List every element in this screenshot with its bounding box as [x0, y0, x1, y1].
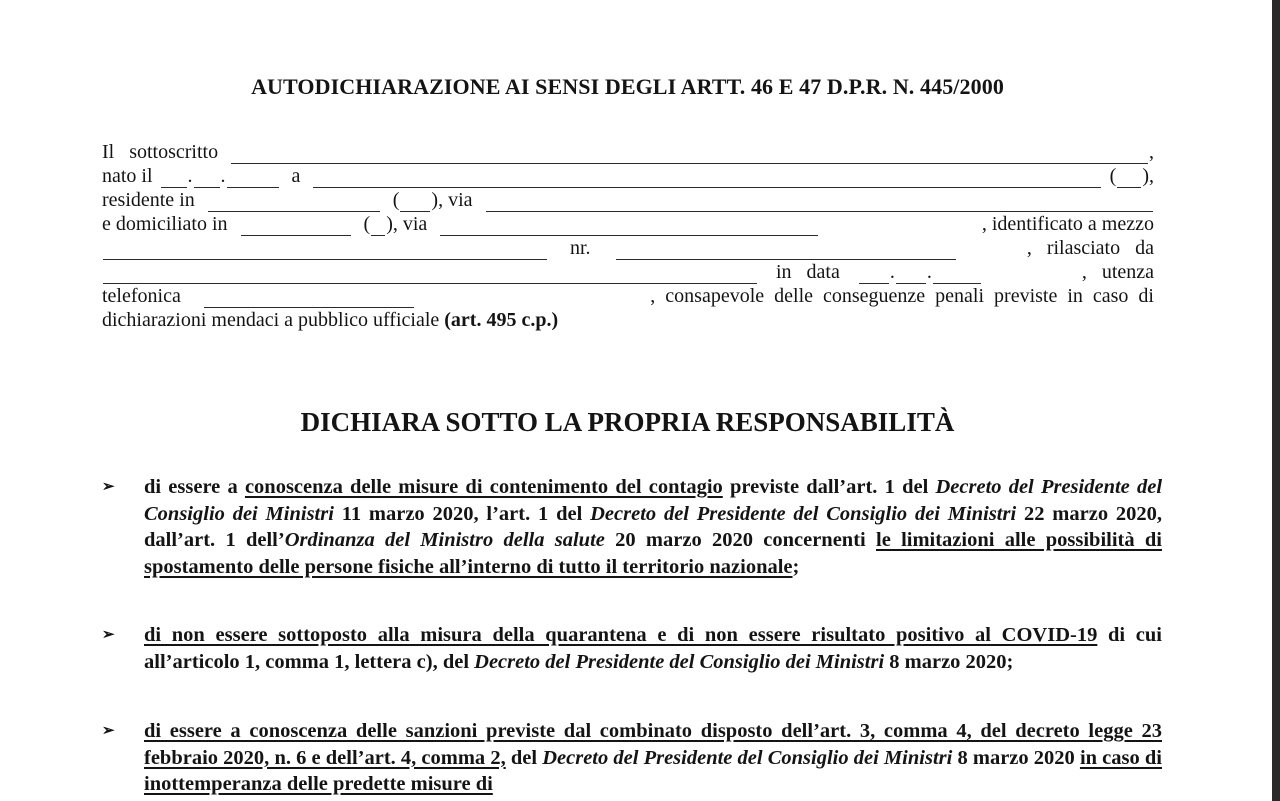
document-number-field[interactable] [616, 242, 956, 260]
arrow-bullet-icon: ➢ [102, 627, 115, 643]
birth-day-field[interactable] [161, 170, 187, 188]
label-dichiarazioni: dichiarazioni mendaci a pubblico ufficiale [102, 309, 445, 331]
form-line-domiciliato: e domiciliato in ( ), via , identificato a mezzo [102, 213, 1154, 235]
issue-year-field[interactable] [933, 266, 981, 284]
sottoscritto-name-field[interactable] [231, 146, 1148, 164]
form-line-sottoscritto: Il sottoscritto , [102, 141, 1154, 163]
declaration-item-1: ➢ di essere a conoscenza delle misure di contenimento del contagio previste dall’art. 1 del Decreto del Presidente del Consiglio dei Ministri 11 marzo 2020, l’art. 1 del Decreto del Presidente del Consiglio dei Ministri 22 marzo 2020, dall’art. 1 dell’Ordinanza del Ministro della salute 20 marzo 2020 concernenti le limitazioni alle possibilità di spostamento delle persone fisiche all’interno di tutto il territorio nazionale; [102, 476, 1163, 578]
label-il-sottoscritto: Il sottoscritto [102, 141, 219, 163]
label-rilasciato: , rilasciato da [1026, 237, 1154, 259]
birth-province-field[interactable] [1117, 170, 1141, 188]
arrow-bullet-icon: ➢ [102, 479, 115, 495]
residence-street-field[interactable] [486, 194, 1153, 212]
residence-city-field[interactable] [208, 194, 380, 212]
birth-place-field[interactable] [313, 170, 1100, 188]
birth-year-field[interactable] [227, 170, 279, 188]
declaration-item-3: ➢ di essere a conoscenza delle sanzioni previste dal combinato disposto dell’art. 3, comma 4, del decreto legge 23 febbraio 2020, n. 6 e dell’art. 4, comma 2, del Decreto del Presidente del Consiglio dei Ministri 8 marzo 2020 in caso di inottemperanza delle predette misure di [102, 720, 1162, 795]
form-line-documento [102, 236, 1154, 260]
phone-field[interactable] [204, 290, 414, 308]
label-a: a [291, 165, 301, 187]
form-line-nato: nato il . . a ( ), [102, 165, 1154, 187]
declaration-heading: DICHIARA SOTTO LA PROPRIA RESPONSABILITÀ [300, 407, 955, 437]
document-title: AUTODICHIARAZIONE AI SENSI DEGLI ARTT. 46 E 47 D.P.R. N. 445/2000 [251, 74, 1004, 99]
label-consapevole: , consapevole delle conseguenze penali previste in caso di [650, 285, 1154, 307]
label-via: ), via [431, 189, 473, 211]
label-nato-il: nato il [102, 165, 153, 187]
birth-month-field[interactable] [194, 170, 220, 188]
label-domiciliato-in: e domiciliato in [102, 213, 228, 235]
label-identificato: , identificato a mezzo [981, 213, 1154, 235]
form-line-telefonica-2 [102, 284, 1154, 308]
label-residente-in: residente in [102, 189, 195, 211]
domicile-street-field[interactable] [440, 218, 818, 236]
label-art-495: (art. 495 c.p.) [444, 309, 559, 331]
arrow-bullet-icon: ➢ [102, 723, 115, 739]
form-line-dichiarazioni [102, 308, 1154, 332]
label-nr: nr. [570, 237, 591, 259]
residence-province-field[interactable] [400, 194, 430, 212]
declaration-item-2: ➢ di non essere sottoposto alla misura della quarantena e di non essere risultato positivo al COVID-19 di cui all’articolo 1, comma 1, lettera c), del Decreto del Presidente del Consiglio dei Ministri 8 marzo 2020; [102, 624, 1162, 673]
form-line-rilascio: in data . . , utenza [102, 260, 1154, 284]
form-line-residente: residente in ( ), via [102, 188, 1154, 212]
label-in-data: in data [776, 261, 840, 283]
issue-day-field[interactable] [859, 266, 889, 284]
issue-month-field[interactable] [896, 266, 926, 284]
domicile-city-field[interactable] [241, 218, 351, 236]
label-telefonica: telefonica [102, 285, 181, 307]
document-type-field[interactable] [103, 242, 547, 260]
window-edge-bar [1272, 0, 1280, 801]
domicile-province-field[interactable] [371, 218, 385, 236]
issuer-field[interactable] [103, 266, 757, 284]
label-utenza: , utenza [1081, 261, 1154, 283]
